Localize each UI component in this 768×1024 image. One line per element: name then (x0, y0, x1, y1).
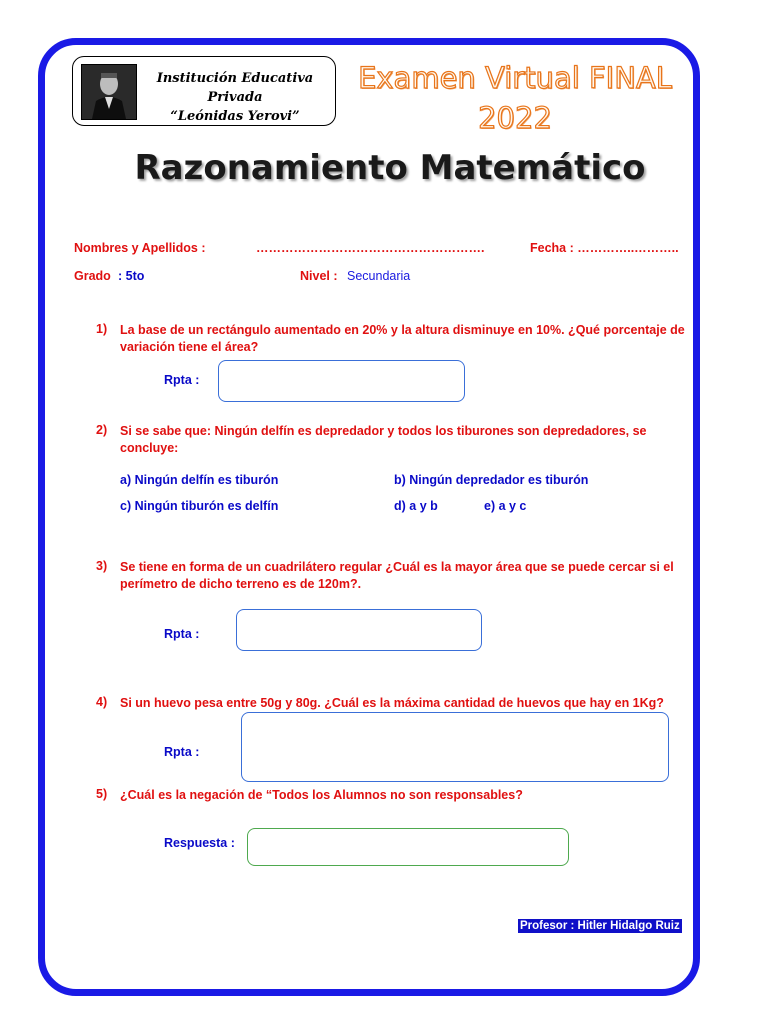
answer-label: Rpta : (164, 627, 200, 641)
option-d[interactable]: d) a y b (394, 499, 438, 513)
professor-label: Profesor : Hitler Hidalgo Ruiz (520, 920, 680, 932)
question-number: 4) (96, 695, 108, 709)
question-2-text: Si se sabe que: Ningún delfín es depredador y todos los tiburones son depredadores, se concluye: (120, 424, 647, 455)
option-e[interactable]: e) a y c (484, 499, 527, 513)
answer-label: Rpta : (164, 373, 200, 387)
subject-title: Razonamiento Matemático (134, 148, 646, 188)
option-a[interactable]: a) Ningún delfín es tiburón (120, 473, 279, 487)
question-4-text: Si un huevo pesa entre 50g y 80g. ¿Cuál es la máxima cantidad de huevos que hay en 1Kg? (120, 696, 664, 710)
answer-box-5[interactable] (247, 828, 569, 866)
level-value: Secundaria (347, 269, 411, 283)
date-field[interactable]: Fecha : …………..……….. (530, 241, 679, 255)
institution-name: Institución Educativa Privada “Leónidas Yerovi” (156, 71, 314, 124)
answer-label: Respuesta : (164, 836, 235, 850)
option-b[interactable]: b) Ningún depredador es tiburón (394, 473, 589, 487)
question-number: 5) (96, 787, 108, 801)
name-label: Nombres y Apellidos : (74, 241, 206, 255)
level-label: Nivel : (300, 269, 338, 283)
question-number: 1) (96, 322, 108, 336)
option-c[interactable]: c) Ningún tiburón es delfín (120, 499, 279, 513)
answer-label: Rpta : (164, 745, 200, 759)
grade-label: Grado (74, 269, 111, 283)
question-number: 2) (96, 423, 108, 437)
question-number: 3) (96, 559, 108, 573)
question-1-text: La base de un rectángulo aumentado en 20% y la altura disminuye en 10%. ¿Qué porcentaje de variación tiene el área? (120, 323, 685, 354)
exam-title: Examen Virtual FINAL 2022 (358, 61, 672, 135)
founder-portrait (81, 64, 137, 120)
answer-box-4[interactable] (241, 712, 669, 782)
answer-box-1[interactable] (218, 360, 465, 402)
question-3-text: Se tiene en forma de un cuadrilátero regular ¿Cuál es la mayor área que se puede cercar si el perímetro de dicho terreno es de 120m?. (120, 560, 674, 591)
institution-badge (72, 56, 336, 126)
name-field[interactable]: ………………………………………………. (256, 241, 485, 255)
grade-value: : 5to (118, 269, 145, 283)
question-5-text: ¿Cuál es la negación de “Todos los Alumnos no son responsables? (120, 788, 523, 802)
answer-box-3[interactable] (236, 609, 482, 651)
